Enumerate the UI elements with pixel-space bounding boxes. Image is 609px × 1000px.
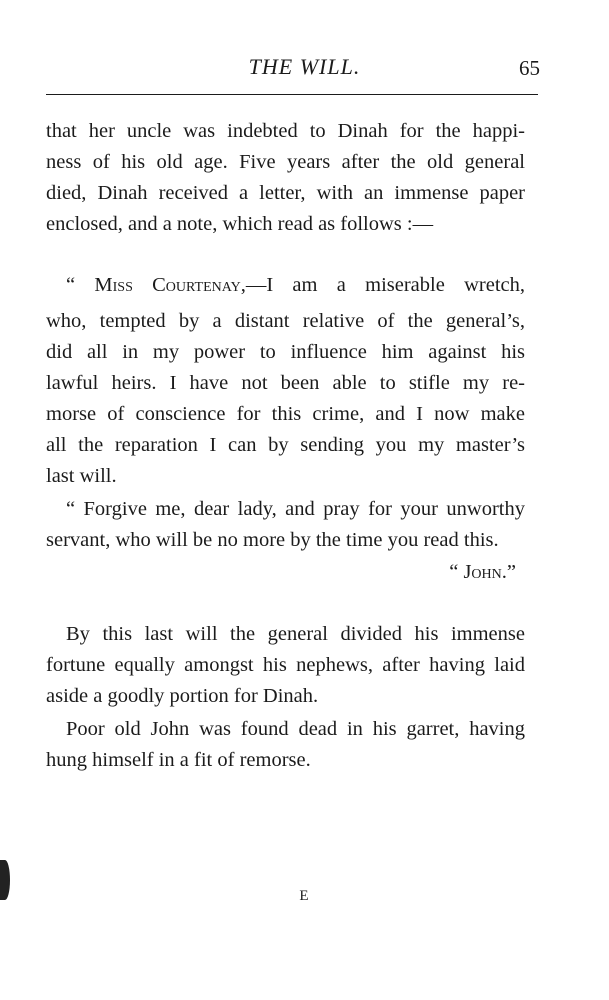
text-line: who, tempted by a distant relative of the general’s, [46, 310, 525, 332]
running-title: THE WILL. [248, 54, 361, 79]
letter-salutation-line [66, 270, 525, 301]
opening-quote: “ [66, 274, 95, 296]
text-line: enclosed, and a note, which read as follows :— [46, 213, 434, 235]
text-line: “ Forgive me, dear lady, and pray for your unworthy [66, 498, 525, 520]
text-line: servant, who will be no more by the time you read this. [46, 529, 499, 551]
printer-signature-mark: E [299, 888, 310, 904]
text-line: that her uncle was indebted to Dinah for the happi- [46, 120, 525, 142]
text-line: morse of conscience for this crime, and I now make [46, 403, 525, 425]
text-line: all the reparation I can by sending you my master’s [46, 434, 525, 456]
page-number: 65 [519, 56, 540, 80]
text-line: hung himself in a fit of remorse. [46, 749, 311, 771]
text-line: Poor old John was found dead in his garret, having [66, 718, 525, 740]
salutation-rest: ,—I am a miserable wretch, [240, 274, 525, 296]
text-line: died, Dinah received a letter, with an immense paper [46, 182, 525, 204]
text-line: ness of his old age. Five years after the old general [46, 151, 525, 173]
addressee-name: Miss Courtenay [94, 274, 241, 296]
text-line: did all in my power to influence him against his [46, 341, 525, 363]
text-line: last will. [46, 465, 117, 487]
text-line: lawful heirs. I have not been able to stifle my re- [46, 372, 525, 394]
binding-shadow [0, 860, 10, 900]
text-line: By this last will the general divided his immense [66, 623, 525, 645]
text-line: fortune equally amongst his nephews, after having laid [46, 654, 525, 676]
header-rule [46, 94, 538, 95]
letter-signature: “ John.” [449, 561, 516, 583]
text-line: aside a goodly portion for Dinah. [46, 685, 319, 707]
